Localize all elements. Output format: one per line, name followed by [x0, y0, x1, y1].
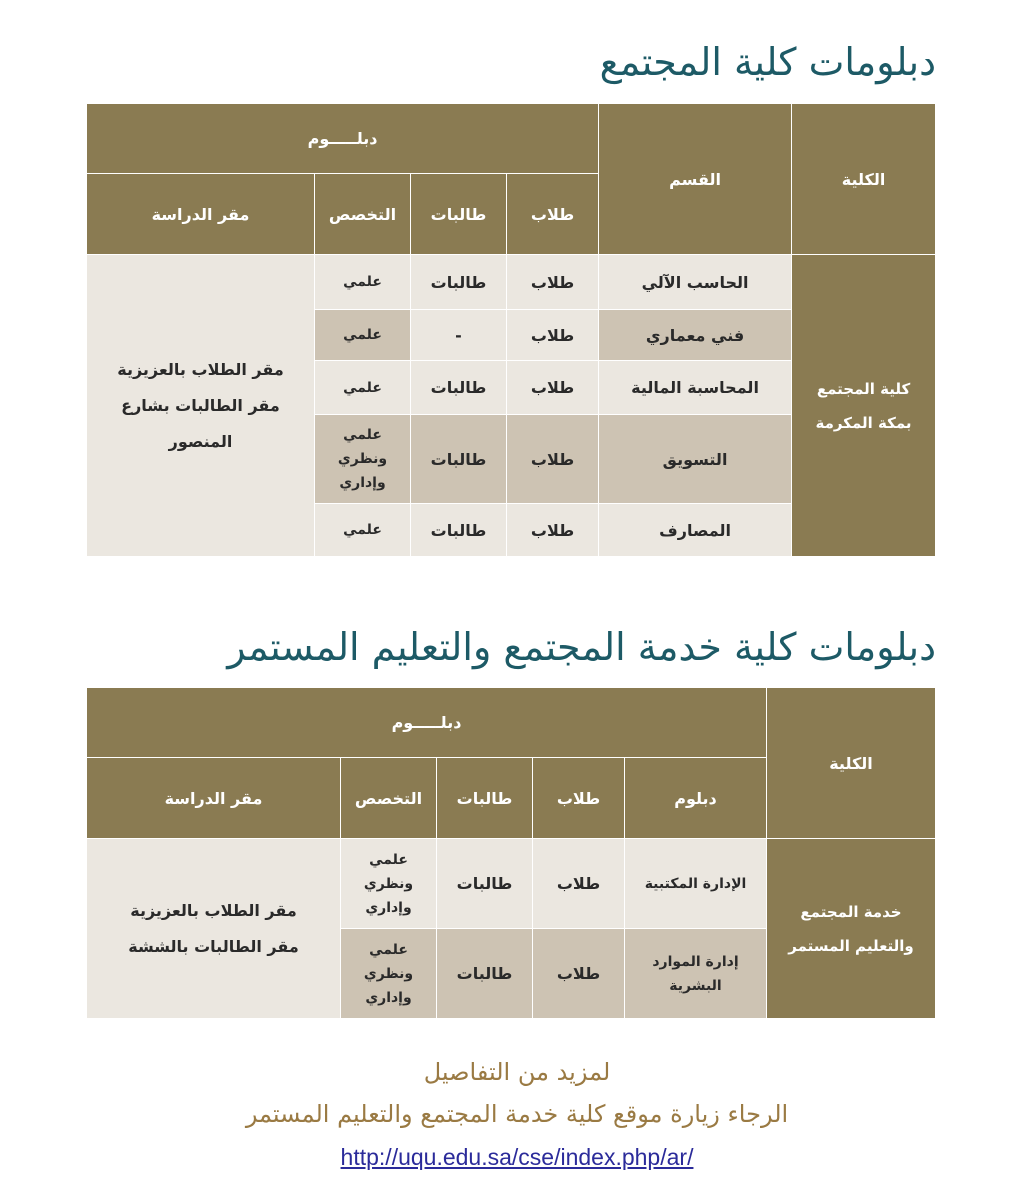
- female-header: طالبات: [437, 758, 533, 839]
- specialization-cell: علمي: [315, 504, 411, 557]
- male-location: مقر الطلاب بالعزيزية: [117, 359, 284, 379]
- specialization-cell: [315, 415, 411, 504]
- college-name-cell: [792, 255, 936, 557]
- female-cell: طالبات: [411, 361, 507, 415]
- male-cell: طلاب: [507, 310, 599, 361]
- male-cell: طلاب: [507, 361, 599, 415]
- male-cell: طلاب: [533, 929, 625, 1019]
- study-location-cell: [87, 839, 341, 1019]
- spec-line: وإداري: [339, 475, 386, 491]
- female-cell: -: [411, 310, 507, 361]
- table-row: [87, 839, 936, 929]
- spec-line: علمي: [369, 941, 408, 958]
- department-cell: فني معماري: [599, 310, 792, 361]
- male-cell: طلاب: [507, 415, 599, 504]
- spec-line: ونظري: [363, 875, 414, 892]
- spec-line: ونظري: [363, 965, 414, 982]
- male-header: طلاب: [507, 174, 599, 255]
- community-college-table: [86, 103, 936, 557]
- spec-line: وإداري: [365, 899, 412, 916]
- spec-line: علمي: [343, 427, 382, 443]
- female-location: مقر الطالبات بالششة: [128, 936, 299, 956]
- specialization-cell: علمي: [315, 310, 411, 361]
- specialization-cell: علمي: [315, 255, 411, 310]
- specialization-cell: علمي: [315, 361, 411, 415]
- college-name-line2: بمكة المكرمة: [815, 413, 912, 432]
- location-header: مقر الدراسة: [87, 758, 341, 839]
- male-cell: طلاب: [507, 504, 599, 557]
- website-link[interactable]: http://uqu.edu.sa/cse/index.php/ar/: [340, 1144, 694, 1170]
- female-location: مقر الطالبات بشارع المنصور: [121, 395, 280, 451]
- college-name-line1: كلية المجتمع: [816, 379, 911, 398]
- diploma-group-header: دبلـــــوم: [87, 688, 767, 758]
- diploma-header: دبلـــــوم: [87, 104, 599, 174]
- male-location: مقر الطلاب بالعزيزية: [130, 900, 297, 920]
- diploma-cell: الإدارة المكتبية: [625, 839, 767, 929]
- department-cell: الحاسب الآلي: [599, 255, 792, 310]
- table-row: [87, 255, 936, 310]
- continuing-education-table: [86, 687, 936, 1019]
- footer-details-text: لمزيد من التفاصيل: [423, 1058, 611, 1086]
- section2-title: دبلومات كلية خدمة المجتمع والتعليم المستمر: [227, 625, 936, 669]
- section1-title: دبلومات كلية المجتمع: [599, 40, 936, 84]
- college-header: الكلية: [792, 104, 936, 255]
- male-cell: طلاب: [533, 839, 625, 929]
- female-cell: طالبات: [411, 255, 507, 310]
- college-header: الكلية: [767, 688, 936, 839]
- male-cell: طلاب: [507, 255, 599, 310]
- footer-visit-text: الرجاء زيارة موقع كلية خدمة المجتمع والتعليم المستمر: [245, 1100, 789, 1128]
- department-cell: المصارف: [599, 504, 792, 557]
- specialization-header: التخصص: [341, 758, 437, 839]
- location-header: مقر الدراسة: [87, 174, 315, 255]
- male-header: طلاب: [533, 758, 625, 839]
- female-cell: طالبات: [437, 839, 533, 929]
- college-name-cell: [767, 839, 936, 1019]
- female-cell: طالبات: [437, 929, 533, 1019]
- spec-line: ونظري: [337, 451, 388, 467]
- spec-line: وإداري: [365, 989, 412, 1006]
- specialization-cell: [341, 929, 437, 1019]
- female-cell: طالبات: [411, 504, 507, 557]
- diploma-cell: إدارة الموارد البشرية: [625, 929, 767, 1019]
- department-cell: التسويق: [599, 415, 792, 504]
- female-header: طالبات: [411, 174, 507, 255]
- department-header: القسم: [599, 104, 792, 255]
- diploma-header: دبلوم: [625, 758, 767, 839]
- specialization-cell: [341, 839, 437, 929]
- department-cell: المحاسبة المالية: [599, 361, 792, 415]
- study-location-cell: [87, 255, 315, 557]
- college-name-line1: خدمة المجتمع: [800, 902, 902, 921]
- female-cell: طالبات: [411, 415, 507, 504]
- specialization-header: التخصص: [315, 174, 411, 255]
- spec-line: علمي: [369, 851, 408, 868]
- college-name-line2: والتعليم المستمر: [788, 936, 914, 955]
